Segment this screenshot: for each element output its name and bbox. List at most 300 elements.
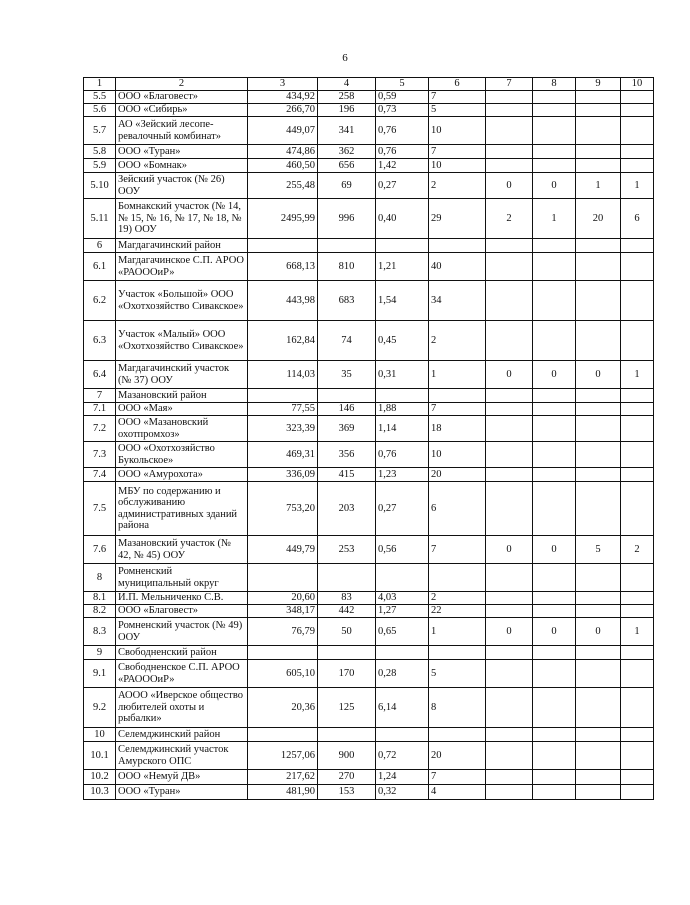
table-cell (318, 389, 376, 403)
table-cell: 0 (486, 173, 533, 199)
table-cell: Свободненское С.П. АРОО «РАОООиР» (116, 660, 248, 688)
table-cell (533, 321, 576, 361)
table-cell: 6 (84, 239, 116, 253)
table-cell: 460,50 (248, 159, 318, 173)
table-cell: 34 (429, 281, 486, 321)
table-cell: 810 (318, 253, 376, 281)
table-cell: 10.1 (84, 742, 116, 770)
table-cell: 323,39 (248, 416, 318, 442)
table-cell (576, 564, 621, 592)
table-cell (533, 416, 576, 442)
table-cell: 255,48 (248, 173, 318, 199)
table-cell (486, 785, 533, 800)
table-cell (486, 742, 533, 770)
table-cell: 5.11 (84, 199, 116, 239)
table-cell (621, 442, 654, 468)
table-cell: 7.4 (84, 468, 116, 482)
table-cell (486, 416, 533, 442)
table-cell: МБУ по содержанию и обслуживанию административных зданий района (116, 482, 248, 536)
table-cell: 266,70 (248, 104, 318, 117)
table-cell: 35 (318, 361, 376, 389)
table-cell (486, 145, 533, 159)
table-cell: 0,28 (376, 660, 429, 688)
table-cell (621, 416, 654, 442)
table-cell: 341 (318, 117, 376, 145)
table-cell: 4,03 (376, 592, 429, 605)
table-row (84, 239, 654, 253)
table-cell (318, 564, 376, 592)
table-cell: 369 (318, 416, 376, 442)
table-cell (621, 253, 654, 281)
table-cell (576, 605, 621, 618)
table-row (84, 145, 654, 159)
table-cell (576, 646, 621, 660)
table-cell: 253 (318, 536, 376, 564)
table-cell: 6.2 (84, 281, 116, 321)
table-cell: 0,56 (376, 536, 429, 564)
table-cell (486, 770, 533, 785)
table-cell (576, 468, 621, 482)
table-cell: 20,36 (248, 688, 318, 728)
table-cell: 668,13 (248, 253, 318, 281)
table-cell (533, 442, 576, 468)
table-cell (533, 159, 576, 173)
table-cell: 0 (533, 361, 576, 389)
table-row (84, 646, 654, 660)
table-body (84, 78, 654, 800)
table-cell (621, 239, 654, 253)
table-cell: ООО «Туран» (116, 145, 248, 159)
table-cell: 0 (486, 361, 533, 389)
header-cell: 9 (576, 78, 621, 91)
table-cell: 656 (318, 159, 376, 173)
table-cell: Ромненский участок (№ 49) ООУ (116, 618, 248, 646)
table-cell (486, 605, 533, 618)
table-cell: 4 (429, 785, 486, 800)
table-cell: 10 (84, 728, 116, 742)
table-row (84, 785, 654, 800)
table-cell: 9.2 (84, 688, 116, 728)
table-cell: 10.2 (84, 770, 116, 785)
table-row (84, 688, 654, 728)
table-cell (576, 403, 621, 416)
table-cell: 434,92 (248, 91, 318, 104)
table-cell: 0,72 (376, 742, 429, 770)
table-row (84, 104, 654, 117)
table-cell: 1,54 (376, 281, 429, 321)
table-cell: 1,42 (376, 159, 429, 173)
table-cell: 8 (429, 688, 486, 728)
table-cell (576, 117, 621, 145)
table-cell (533, 389, 576, 403)
table-cell: 125 (318, 688, 376, 728)
header-cell: 1 (84, 78, 116, 91)
table-cell: Бомнакский участок (№ 14, № 15, № 16, № 17, № 18, № 19) ООУ (116, 199, 248, 239)
table-cell: ООО «Сибирь» (116, 104, 248, 117)
table-cell: 76,79 (248, 618, 318, 646)
header-cell: 5 (376, 78, 429, 91)
table-cell (248, 728, 318, 742)
table-cell: 258 (318, 91, 376, 104)
table-cell: 0,73 (376, 104, 429, 117)
table-cell: 2495,99 (248, 199, 318, 239)
table-cell (486, 159, 533, 173)
table-cell: 20 (429, 742, 486, 770)
table-cell: 10 (429, 442, 486, 468)
table-cell (621, 728, 654, 742)
table-cell: 2 (621, 536, 654, 564)
table-cell: 5.10 (84, 173, 116, 199)
table-cell: ООО «Немуй ДВ» (116, 770, 248, 785)
table-cell (248, 389, 318, 403)
table-cell (533, 104, 576, 117)
table-cell: 5.9 (84, 159, 116, 173)
table-cell: 356 (318, 442, 376, 468)
table-cell: Селемджинский район (116, 728, 248, 742)
table-cell: 7.3 (84, 442, 116, 468)
table-cell (486, 321, 533, 361)
table-cell: 6.4 (84, 361, 116, 389)
table-cell (621, 605, 654, 618)
table-cell (576, 239, 621, 253)
table-cell: 1 (429, 618, 486, 646)
table-cell: 1,14 (376, 416, 429, 442)
table-cell: 0 (576, 361, 621, 389)
table-cell: Участок «Большой» ООО «Охотхозяйство Сивакское» (116, 281, 248, 321)
table-cell (376, 728, 429, 742)
table-row (84, 361, 654, 389)
table-row (84, 416, 654, 442)
table-row (84, 592, 654, 605)
table-cell: 18 (429, 416, 486, 442)
table-cell: Мазановский район (116, 389, 248, 403)
table-cell: 0,31 (376, 361, 429, 389)
table-row (84, 482, 654, 536)
table-row (84, 199, 654, 239)
table-cell (576, 442, 621, 468)
table-cell: 7 (429, 403, 486, 416)
table-cell (621, 646, 654, 660)
table-cell (486, 281, 533, 321)
table-cell (533, 91, 576, 104)
table-row (84, 173, 654, 199)
table-cell: Селемджинский участок Амурского ОПС (116, 742, 248, 770)
table-cell: 1 (429, 361, 486, 389)
table-cell: 196 (318, 104, 376, 117)
table-cell (376, 564, 429, 592)
table-cell: 270 (318, 770, 376, 785)
table-cell (533, 117, 576, 145)
table-cell: Ромненский муниципальный округ (116, 564, 248, 592)
table-cell: 162,84 (248, 321, 318, 361)
table-cell (376, 389, 429, 403)
table-cell (621, 159, 654, 173)
table-cell (486, 482, 533, 536)
table-cell: ООО «Туран» (116, 785, 248, 800)
table-cell: 753,20 (248, 482, 318, 536)
table-cell: 481,90 (248, 785, 318, 800)
header-cell: 7 (486, 78, 533, 91)
table-cell: 5.8 (84, 145, 116, 159)
table-cell (533, 253, 576, 281)
table-cell: 469,31 (248, 442, 318, 468)
table-cell: 0,76 (376, 117, 429, 145)
table-cell (621, 468, 654, 482)
table-cell (248, 646, 318, 660)
page-number: 6 (342, 52, 348, 64)
table-cell (318, 646, 376, 660)
table-cell (533, 728, 576, 742)
table-cell: 203 (318, 482, 376, 536)
table-cell: 0,27 (376, 173, 429, 199)
table-cell: 5 (429, 660, 486, 688)
table-cell (533, 145, 576, 159)
table-row (84, 281, 654, 321)
table-row (84, 742, 654, 770)
table-row (84, 536, 654, 564)
table-cell (576, 253, 621, 281)
table-cell: 1 (533, 199, 576, 239)
table-row (84, 468, 654, 482)
table-cell: 20 (576, 199, 621, 239)
table-cell (621, 770, 654, 785)
table-cell: 6 (621, 199, 654, 239)
table-cell: 5.7 (84, 117, 116, 145)
table-cell: 5 (429, 104, 486, 117)
table-cell (486, 442, 533, 468)
header-cell: 3 (248, 78, 318, 91)
table-cell: Магдагачинский участок (№ 37) ООУ (116, 361, 248, 389)
table-header-row (84, 78, 654, 91)
table-cell (429, 389, 486, 403)
table-cell: 170 (318, 660, 376, 688)
table-cell: 69 (318, 173, 376, 199)
table-cell: 1 (621, 361, 654, 389)
table-row (84, 159, 654, 173)
table-cell (429, 239, 486, 253)
table-cell (486, 91, 533, 104)
table-cell (248, 239, 318, 253)
table-cell (576, 389, 621, 403)
table-cell (429, 564, 486, 592)
table-cell: 0,76 (376, 145, 429, 159)
table-cell (576, 321, 621, 361)
table-cell: 20 (429, 468, 486, 482)
table-cell (486, 468, 533, 482)
table-cell (576, 770, 621, 785)
table-cell (486, 660, 533, 688)
table-cell: 7.1 (84, 403, 116, 416)
table-cell (486, 688, 533, 728)
table-cell: 7 (429, 91, 486, 104)
table-cell: Свободненский район (116, 646, 248, 660)
table-cell (576, 592, 621, 605)
table-cell (621, 785, 654, 800)
table-cell (621, 281, 654, 321)
table-cell (576, 416, 621, 442)
table-cell: 0,27 (376, 482, 429, 536)
table-row (84, 389, 654, 403)
table-cell: АООО «Иверское общество любителей охоты и рыбалки» (116, 688, 248, 728)
table-cell (486, 239, 533, 253)
table-cell: 348,17 (248, 605, 318, 618)
table-cell: 5 (576, 536, 621, 564)
table-cell: 443,98 (248, 281, 318, 321)
table-cell: Магдагачинский район (116, 239, 248, 253)
table-cell: 6.3 (84, 321, 116, 361)
table-cell (621, 403, 654, 416)
table-cell (486, 253, 533, 281)
table-cell: 6 (429, 482, 486, 536)
table-cell (576, 742, 621, 770)
table-cell (621, 91, 654, 104)
table-cell: 6.1 (84, 253, 116, 281)
table-cell (533, 564, 576, 592)
table-cell: 683 (318, 281, 376, 321)
table-cell (621, 564, 654, 592)
table-cell (533, 281, 576, 321)
table-cell (621, 660, 654, 688)
table-cell: АО «Зейский лесопе-ревалочный комбинат» (116, 117, 248, 145)
table-cell: 50 (318, 618, 376, 646)
table-cell: 0 (533, 173, 576, 199)
table-row (84, 564, 654, 592)
table-row (84, 321, 654, 361)
table-cell: 605,10 (248, 660, 318, 688)
table-cell (621, 592, 654, 605)
table-cell: 0 (486, 618, 533, 646)
table-cell: 7 (84, 389, 116, 403)
table-cell (576, 281, 621, 321)
data-table (83, 77, 654, 800)
table-cell: 1,24 (376, 770, 429, 785)
table-cell: 0,65 (376, 618, 429, 646)
table-cell: 8 (84, 564, 116, 592)
table-cell (576, 91, 621, 104)
table-cell (533, 646, 576, 660)
table-cell: 10.3 (84, 785, 116, 800)
table-cell: 10 (429, 159, 486, 173)
table-cell (486, 646, 533, 660)
table-cell: 2 (486, 199, 533, 239)
table-cell: 8.3 (84, 618, 116, 646)
table-cell (621, 482, 654, 536)
table-cell: 7.6 (84, 536, 116, 564)
table-cell: 2 (429, 321, 486, 361)
table-cell: 0 (533, 536, 576, 564)
table-cell (576, 159, 621, 173)
table-cell: 0 (533, 618, 576, 646)
table-row (84, 605, 654, 618)
table-cell: ООО «Мазановский охотпромхоз» (116, 416, 248, 442)
table-cell (576, 104, 621, 117)
table-cell: 77,55 (248, 403, 318, 416)
table-cell: 7 (429, 770, 486, 785)
table-cell (621, 321, 654, 361)
table-cell: 7 (429, 145, 486, 159)
table-cell: 40 (429, 253, 486, 281)
table-row (84, 660, 654, 688)
table-cell (486, 403, 533, 416)
table-cell: 146 (318, 403, 376, 416)
table-cell: 1,21 (376, 253, 429, 281)
table-cell: ООО «Бомнак» (116, 159, 248, 173)
table-cell (533, 482, 576, 536)
table-cell: 83 (318, 592, 376, 605)
table-cell: И.П. Мельниченко С.В. (116, 592, 248, 605)
table-cell: 0,76 (376, 442, 429, 468)
table-cell: 2 (429, 592, 486, 605)
table-cell: 0,45 (376, 321, 429, 361)
table-cell: 0,40 (376, 199, 429, 239)
table-cell (621, 117, 654, 145)
table-cell: 1,88 (376, 403, 429, 416)
table-cell (621, 104, 654, 117)
table-cell: 5.5 (84, 91, 116, 104)
table-row (84, 728, 654, 742)
table-cell (533, 742, 576, 770)
table-cell: 20,60 (248, 592, 318, 605)
table-cell: 153 (318, 785, 376, 800)
table-cell (318, 728, 376, 742)
table-cell: 7.5 (84, 482, 116, 536)
table-cell (429, 646, 486, 660)
table-cell: 1,23 (376, 468, 429, 482)
table-row (84, 117, 654, 145)
table-cell: Магдагачинское С.П. АРОО «РАОООиР» (116, 253, 248, 281)
table-row (84, 442, 654, 468)
table-cell: 74 (318, 321, 376, 361)
table-cell: 1257,06 (248, 742, 318, 770)
table-cell (621, 688, 654, 728)
table-cell: 900 (318, 742, 376, 770)
table-cell: 9 (84, 646, 116, 660)
table-cell: 7.2 (84, 416, 116, 442)
table-cell: 0,32 (376, 785, 429, 800)
table-cell: ООО «Благовест» (116, 605, 248, 618)
table-cell (376, 646, 429, 660)
table-cell (576, 688, 621, 728)
table-cell (576, 660, 621, 688)
table-cell: Мазановский участок (№ 42, № 45) ООУ (116, 536, 248, 564)
table-cell: 22 (429, 605, 486, 618)
table-row (84, 253, 654, 281)
header-cell: 4 (318, 78, 376, 91)
table-row (84, 618, 654, 646)
table-cell: 362 (318, 145, 376, 159)
table-cell: ООО «Мая» (116, 403, 248, 416)
table-cell (533, 770, 576, 785)
table-cell: 996 (318, 199, 376, 239)
table-cell: 336,09 (248, 468, 318, 482)
table-cell (486, 117, 533, 145)
table-cell: 29 (429, 199, 486, 239)
table-cell (533, 403, 576, 416)
table-cell: 0 (486, 536, 533, 564)
table-cell (486, 728, 533, 742)
table-cell: 114,03 (248, 361, 318, 389)
table-cell (576, 482, 621, 536)
table-cell (429, 728, 486, 742)
table-cell: 415 (318, 468, 376, 482)
table-cell (533, 785, 576, 800)
table-cell (533, 660, 576, 688)
table-cell (486, 104, 533, 117)
table-cell: 217,62 (248, 770, 318, 785)
table-cell (621, 389, 654, 403)
table-cell (576, 145, 621, 159)
table-cell: 1 (576, 173, 621, 199)
